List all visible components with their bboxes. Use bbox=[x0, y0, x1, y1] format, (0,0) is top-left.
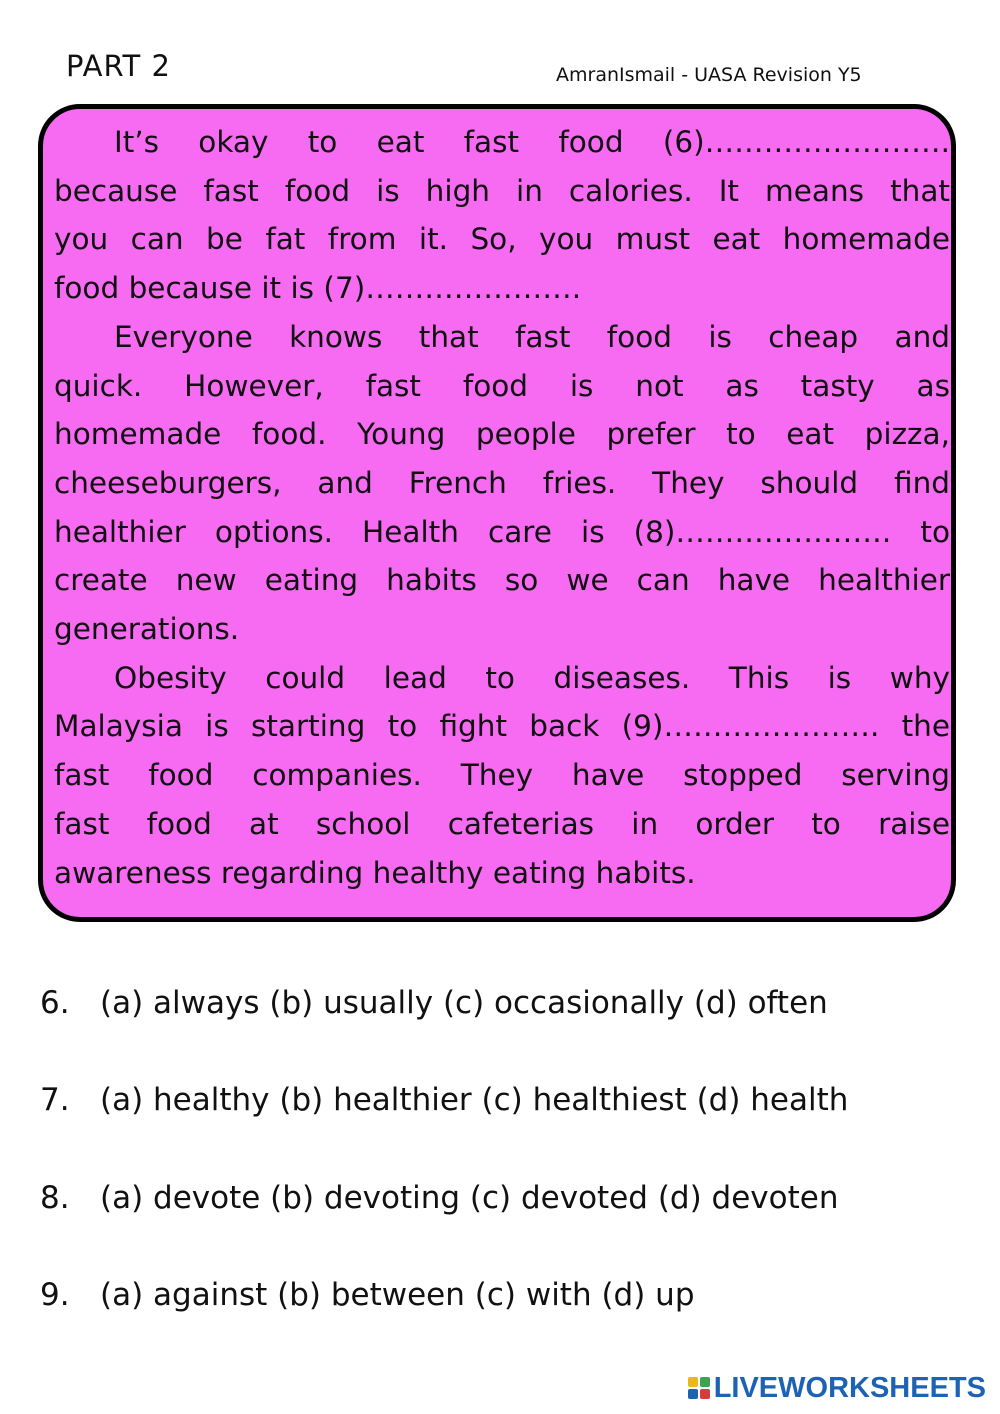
question-options[interactable]: (a) devote (b) devoting (c) devoted (d) devoten bbox=[100, 1180, 839, 1216]
passage-paragraph-2 bbox=[54, 313, 950, 654]
passage-line: It’s okay to eat fast food (6)……………………. bbox=[114, 125, 950, 159]
passage-line: homemade food. Young people prefer to eat pizza, bbox=[54, 417, 950, 452]
passage-line: fast food companies. They have stopped serving bbox=[54, 758, 950, 793]
question-number: 8. bbox=[40, 1180, 70, 1216]
passage-line: you can be fat from it. So, you must eat homemade bbox=[54, 222, 950, 257]
passage-line: healthier options. Health care is (8)…………………. to bbox=[54, 514, 950, 549]
question-6 bbox=[40, 983, 828, 1023]
passage-line: generations. bbox=[54, 612, 240, 647]
question-options[interactable]: (a) against (b) between (c) with (d) up bbox=[100, 1277, 695, 1313]
passage-line: awareness regarding healthy eating habits. bbox=[54, 855, 696, 890]
passage-line: Everyone knows that fast food is cheap and bbox=[114, 319, 950, 354]
passage-line: food because it is (7)…………………. bbox=[54, 271, 582, 306]
author-credit: AmranIsmail - UASA Revision Y5 bbox=[556, 64, 862, 86]
passage-line: because fast food is high in calories. It means that bbox=[54, 173, 950, 208]
passage-line: fast food at school cafeterias in order to raise bbox=[54, 806, 950, 841]
passage-paragraph-3 bbox=[54, 654, 950, 898]
question-options[interactable]: (a) always (b) usually (c) occasionally (d) often bbox=[100, 985, 828, 1021]
question-number: 6. bbox=[40, 985, 70, 1021]
passage-paragraph-1 bbox=[54, 118, 950, 313]
passage-line: Malaysia is starting to fight back (9)…………………. the bbox=[54, 709, 950, 744]
liveworksheets-logo-icon bbox=[688, 1377, 710, 1399]
passage-line: quick. However, fast food is not as tasty as bbox=[54, 368, 950, 403]
passage-line: Obesity could lead to diseases. This is why bbox=[114, 660, 950, 695]
watermark-text: LIVEWORKSHEETS bbox=[713, 1371, 986, 1404]
question-9 bbox=[40, 1275, 695, 1315]
reading-passage bbox=[54, 118, 950, 897]
passage-line: create new eating habits so we can have healthier bbox=[54, 563, 950, 598]
question-options[interactable]: (a) healthy (b) healthier (c) healthiest (d) health bbox=[100, 1082, 849, 1118]
part-title: PART 2 bbox=[66, 49, 171, 83]
question-8 bbox=[40, 1178, 838, 1218]
question-number: 7. bbox=[40, 1082, 70, 1118]
liveworksheets-watermark[interactable] bbox=[688, 1372, 986, 1404]
question-7 bbox=[40, 1080, 848, 1120]
passage-line: cheeseburgers, and French fries. They should find bbox=[54, 465, 950, 500]
question-number: 9. bbox=[40, 1277, 70, 1313]
